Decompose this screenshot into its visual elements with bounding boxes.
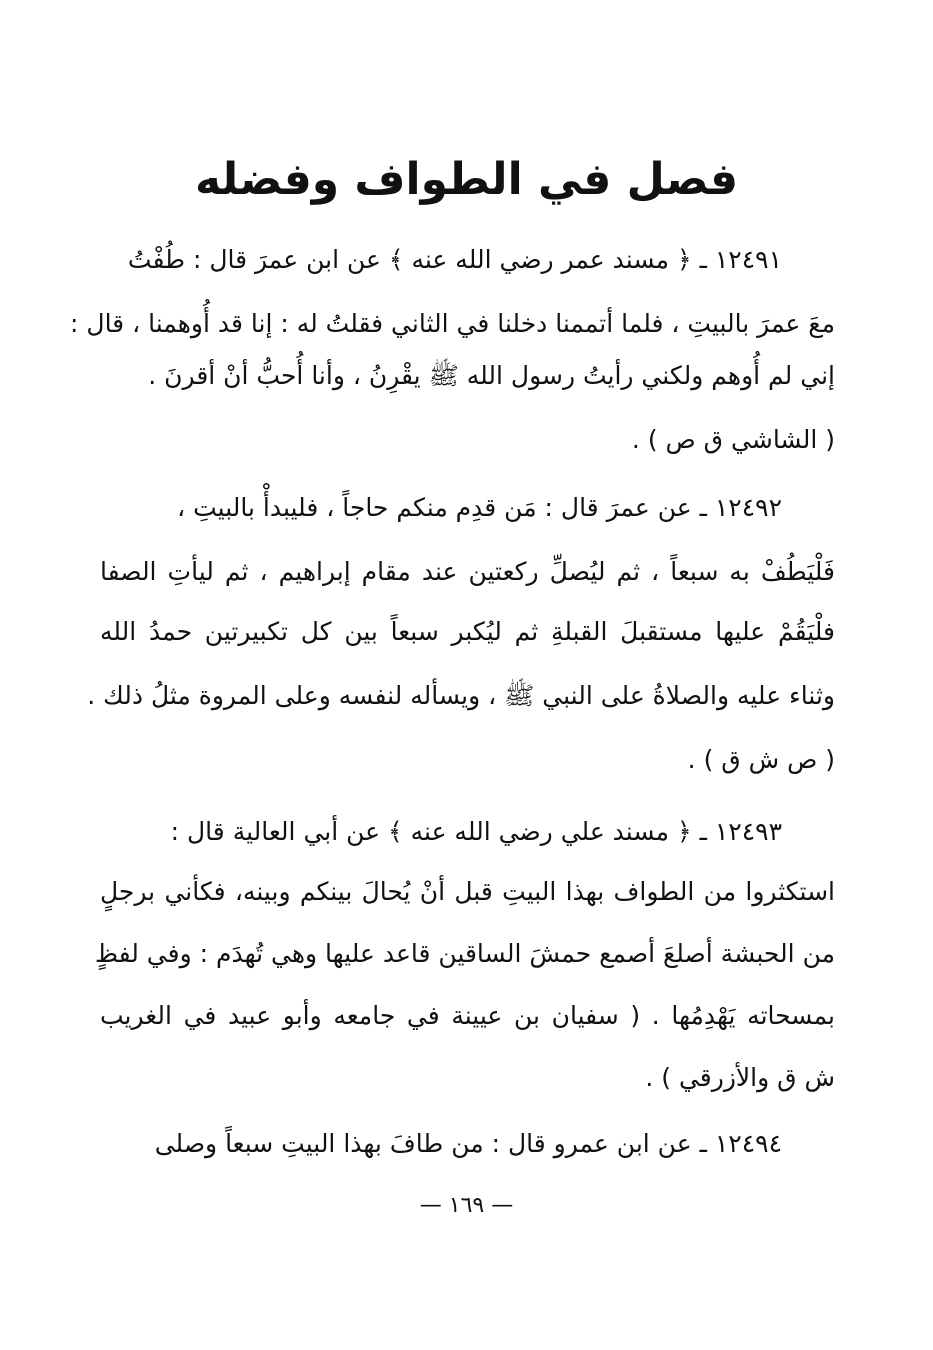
page-number: — ١٦٩ —	[419, 1193, 514, 1218]
text-line: ١٢٤٩٢ ـ عن عمرَ قال : مَن قدِم منكم حاجاً ، فليبدأْ بالبيتِ ،	[177, 493, 782, 522]
text-line: استكثروا من الطواف بهذا البيتِ قبل أنْ يُحالَ بينكم وبينه، فكأني برجلٍ	[100, 877, 835, 906]
text-line: ش ق والأزرقي ) .	[645, 1063, 835, 1092]
text-line: ١٢٤٩١ ـ ﴿ مسند عمر رضي الله عنه ﴾ عن ابن عمرَ قال : طُفْتُ	[127, 245, 782, 274]
text-line: ١٢٤٩٤ ـ عن ابن عمرو قال : من طافَ بهذا البيتِ سبعاً وصلى	[154, 1129, 782, 1158]
text-line: فَلْيَطُفْ به سبعاً ، ثم ليُصلِّ ركعتين عند مقام إبراهيم ، ثم ليأتِ الصفا	[100, 557, 835, 586]
text-line: ١٢٤٩٣ ـ ﴿ مسند علي رضي الله عنه ﴾ عن أبي العالية قال :	[170, 817, 782, 846]
text-line: بمسحاته يَهْدِمُها . ( سفيان بن عيينة في جامعه وأبو عبيد في الغريب	[100, 1001, 835, 1030]
text-line: ( ص ش ق ) .	[687, 745, 835, 774]
text-line: وثناء عليه والصلاةُ على النبي ﷺ ، ويسأله لنفسه وعلى المروة مثلُ ذلك .	[87, 681, 835, 710]
text-line: من الحبشة أصلعَ أصمع حمشَ الساقين قاعد عليها وهي تُهدَم : وفي لفظٍ	[94, 939, 835, 968]
section-title: فصل في الطواف وفضله	[194, 154, 739, 205]
text-line: فلْيَقُمْ عليها مستقبلَ القبلةِ ثم ليُكبر سبعاً بين كل تكبيرتين حمدُ الله	[100, 617, 835, 646]
text-line: معَ عمرَ بالبيتِ ، فلما أتممنا دخلنا في الثاني فقلتُ له : إنا قد أُوهمنا ، قال :	[70, 309, 835, 338]
text-line: ( الشاشي ق ص ) .	[631, 425, 835, 454]
text-line: إني لم أُوهم ولكني رأيتُ رسول الله ﷺ يقْرِنُ ، وأنا أُحبُّ أنْ أقرنَ .	[148, 361, 835, 390]
